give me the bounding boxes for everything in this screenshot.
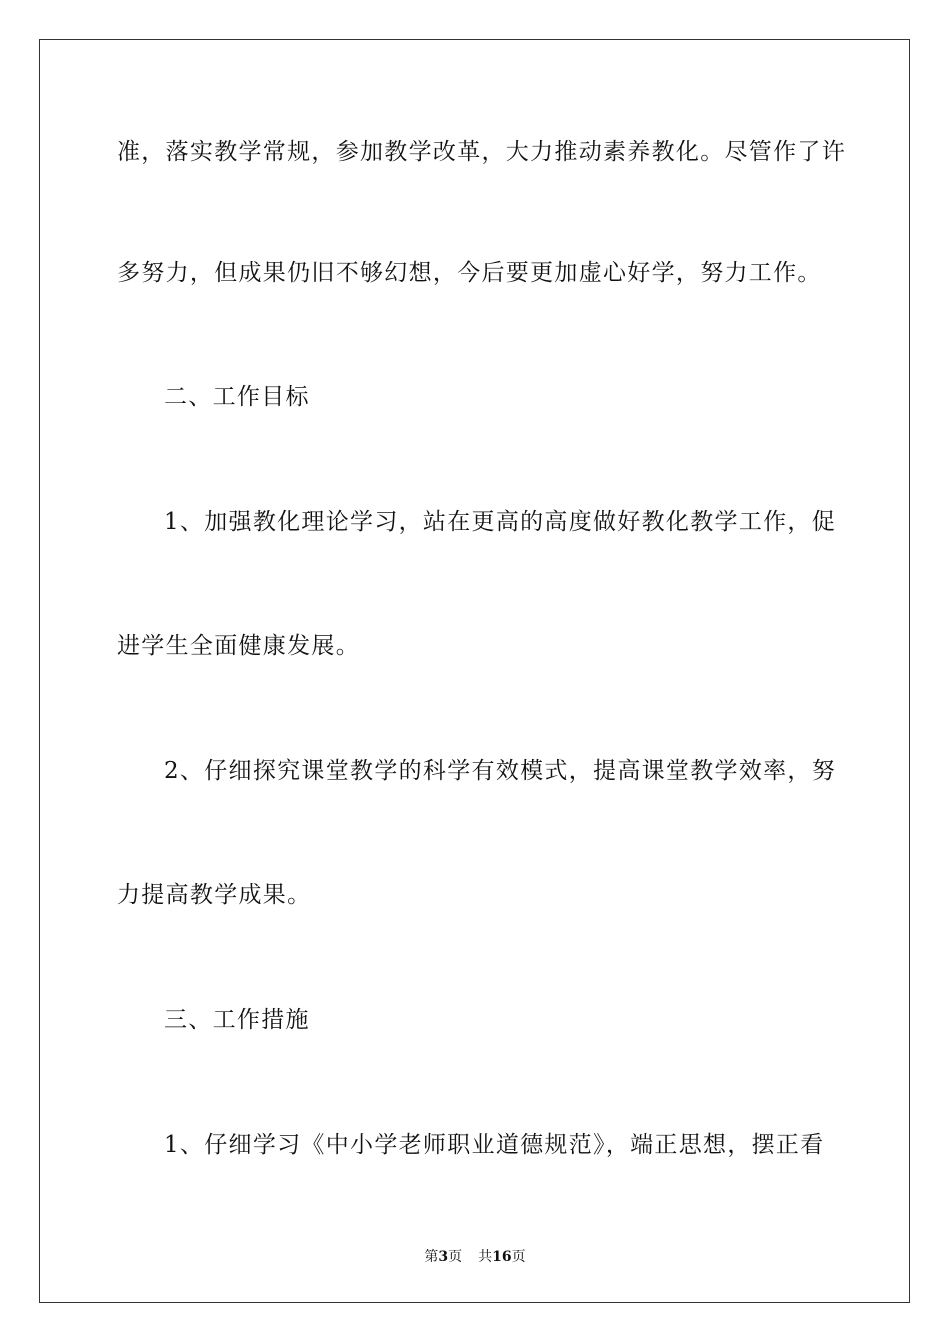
body-text-line: 进学生全面健康发展。 — [117, 633, 360, 659]
section-heading: 二、工作目标 — [164, 384, 310, 410]
total-prefix: 共 — [478, 1249, 493, 1265]
body-text-line: 准，落实教学常规，参加教学改革，大力推动素养教化。尽管作了许 — [117, 139, 846, 165]
section-heading: 三、工作措施 — [164, 1007, 310, 1033]
page-prefix: 第 — [424, 1249, 439, 1265]
page-suffix: 页 — [448, 1249, 463, 1265]
body-text-line: 1、仔细学习《中小学老师职业道德规范》，端正思想，摆正看 — [164, 1132, 825, 1158]
total-pages: 16 — [492, 1249, 512, 1265]
body-text-line: 2、仔细探究课堂教学的科学有效模式，提高课堂教学效率，努 — [164, 758, 837, 784]
total-suffix: 页 — [511, 1249, 526, 1265]
body-text-line: 多努力，但成果仍旧不够幻想，今后要更加虚心好学，努力工作。 — [117, 260, 822, 286]
page-border — [39, 39, 910, 1303]
page-number: 3 — [438, 1249, 449, 1265]
page-footer — [0, 1248, 950, 1266]
body-text-line: 力提高教学成果。 — [117, 882, 312, 908]
body-text-line: 1、加强教化理论学习，站在更高的高度做好教化教学工作，促 — [164, 509, 837, 535]
